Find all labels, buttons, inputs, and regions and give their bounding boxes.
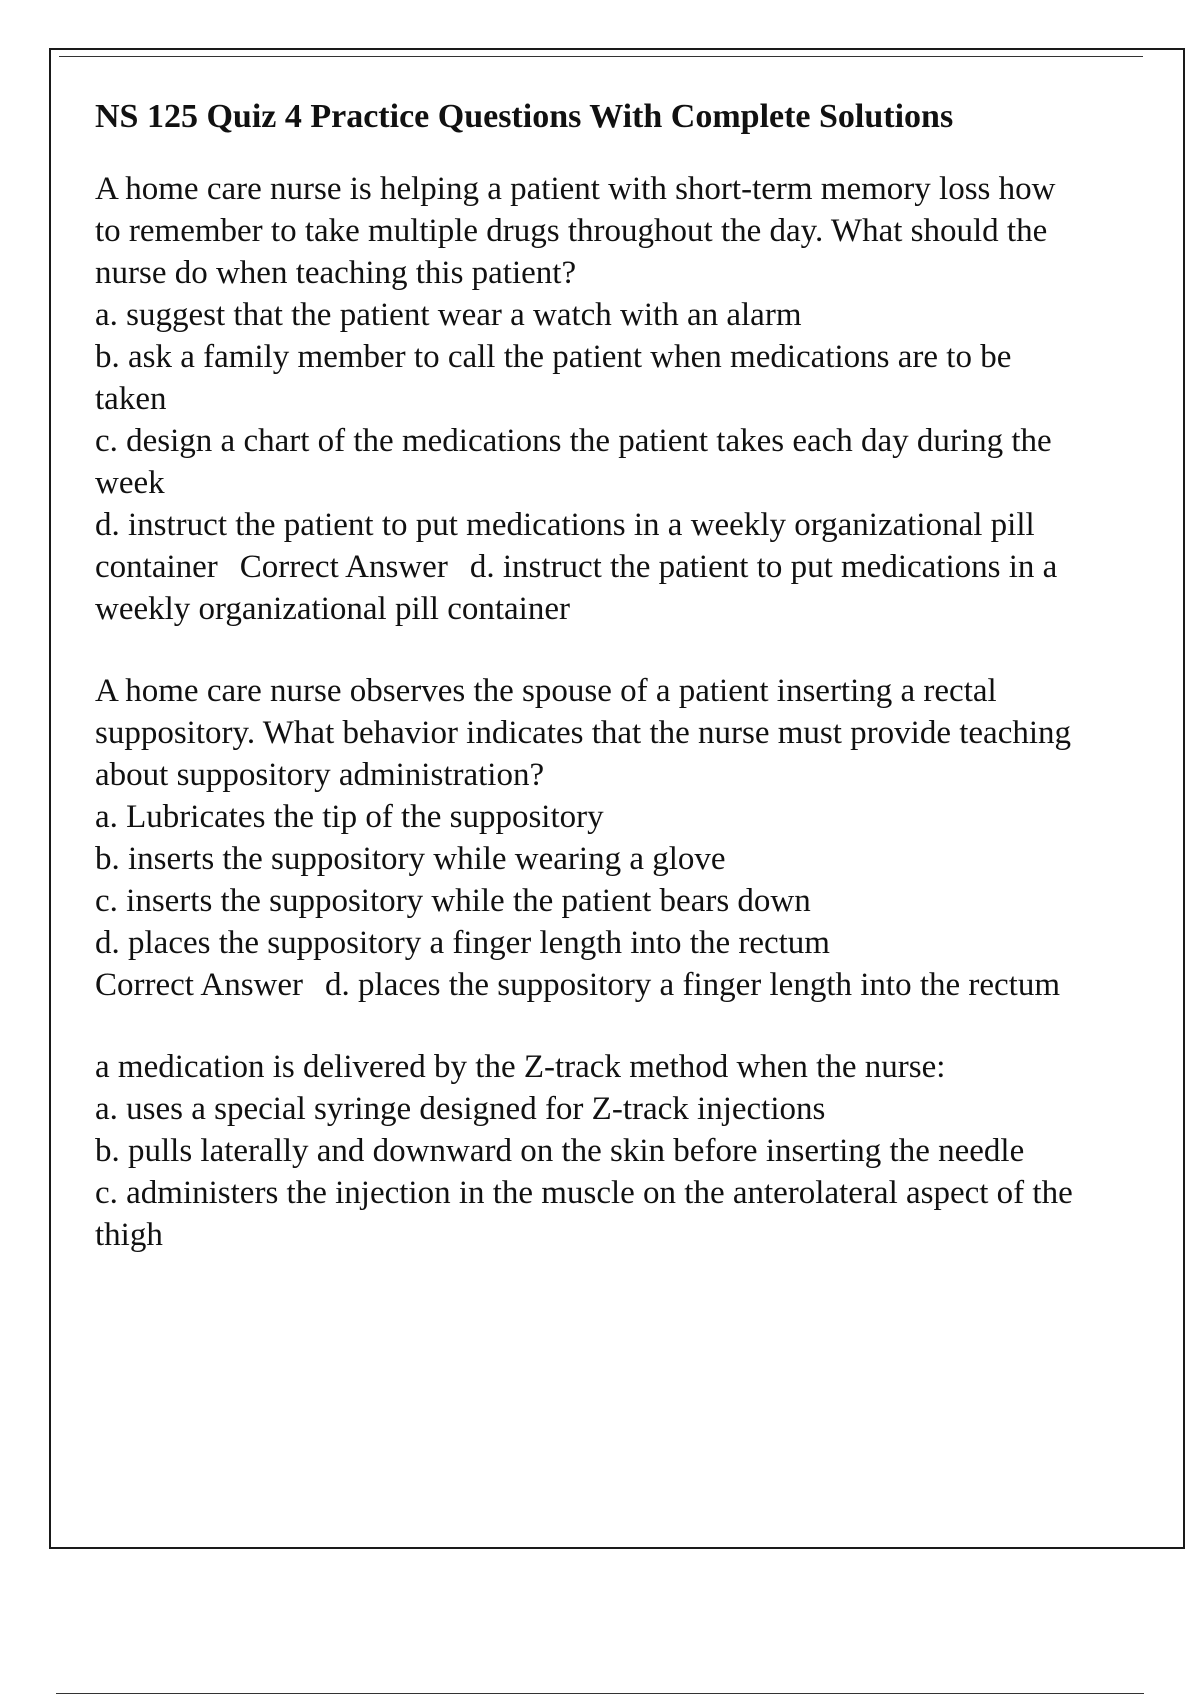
bottom-rule [56, 1693, 1144, 1694]
correct-answer: d. places the suppository a finger length into the rectum [325, 967, 1061, 1003]
option-b: b. pulls laterally and downward on the skin before inserting the needle [95, 1133, 1025, 1169]
option-c: c. administers the injection in the muscle on the anterolateral aspect of the thigh [95, 1175, 1073, 1253]
document-content [95, 96, 1085, 1296]
question-stem: a medication is delivered by the Z-track method when the nurse: [95, 1049, 946, 1085]
option-a: a. suggest that the patient wear a watch with an alarm [95, 297, 802, 333]
answer-line [95, 964, 1085, 1006]
question-1 [95, 168, 1085, 630]
correct-answer-label: Correct Answer [95, 967, 304, 1003]
top-rule [59, 56, 1143, 57]
question-2 [95, 670, 1085, 1006]
correct-answer: d. instruct the patient to put medications in a weekly organizational pill container [95, 549, 1058, 627]
option-d: d. instruct the patient to put medications in a weekly organizational pill container [95, 507, 1035, 585]
question-3 [95, 1046, 1085, 1256]
option-b: b. ask a family member to call the patient when medications are to be taken [95, 339, 1012, 417]
question-stem: A home care nurse observes the spouse of a patient inserting a rectal suppository. What behavior indicates that the nurse must provide teaching about suppository administration? [95, 673, 1072, 793]
correct-answer-label: Correct Answer [239, 549, 448, 585]
option-b: b. inserts the suppository while wearing a glove [95, 841, 726, 877]
document-title: NS 125 Quiz 4 Practice Questions With Complete Solutions [95, 98, 954, 135]
option-d-with-answer [95, 504, 1085, 630]
option-a: a. Lubricates the tip of the suppository [95, 799, 604, 835]
option-a: a. uses a special syringe designed for Z-track injections [95, 1091, 826, 1127]
option-c: c. design a chart of the medications the patient takes each day during the week [95, 423, 1052, 501]
question-stem: A home care nurse is helping a patient with short-term memory loss how to remember to take multiple drugs throughout the day. What should the nurse do when teaching this patient? [95, 171, 1056, 291]
option-c: c. inserts the suppository while the patient bears down [95, 883, 811, 919]
option-d: d. places the suppository a finger length into the rectum [95, 925, 830, 961]
